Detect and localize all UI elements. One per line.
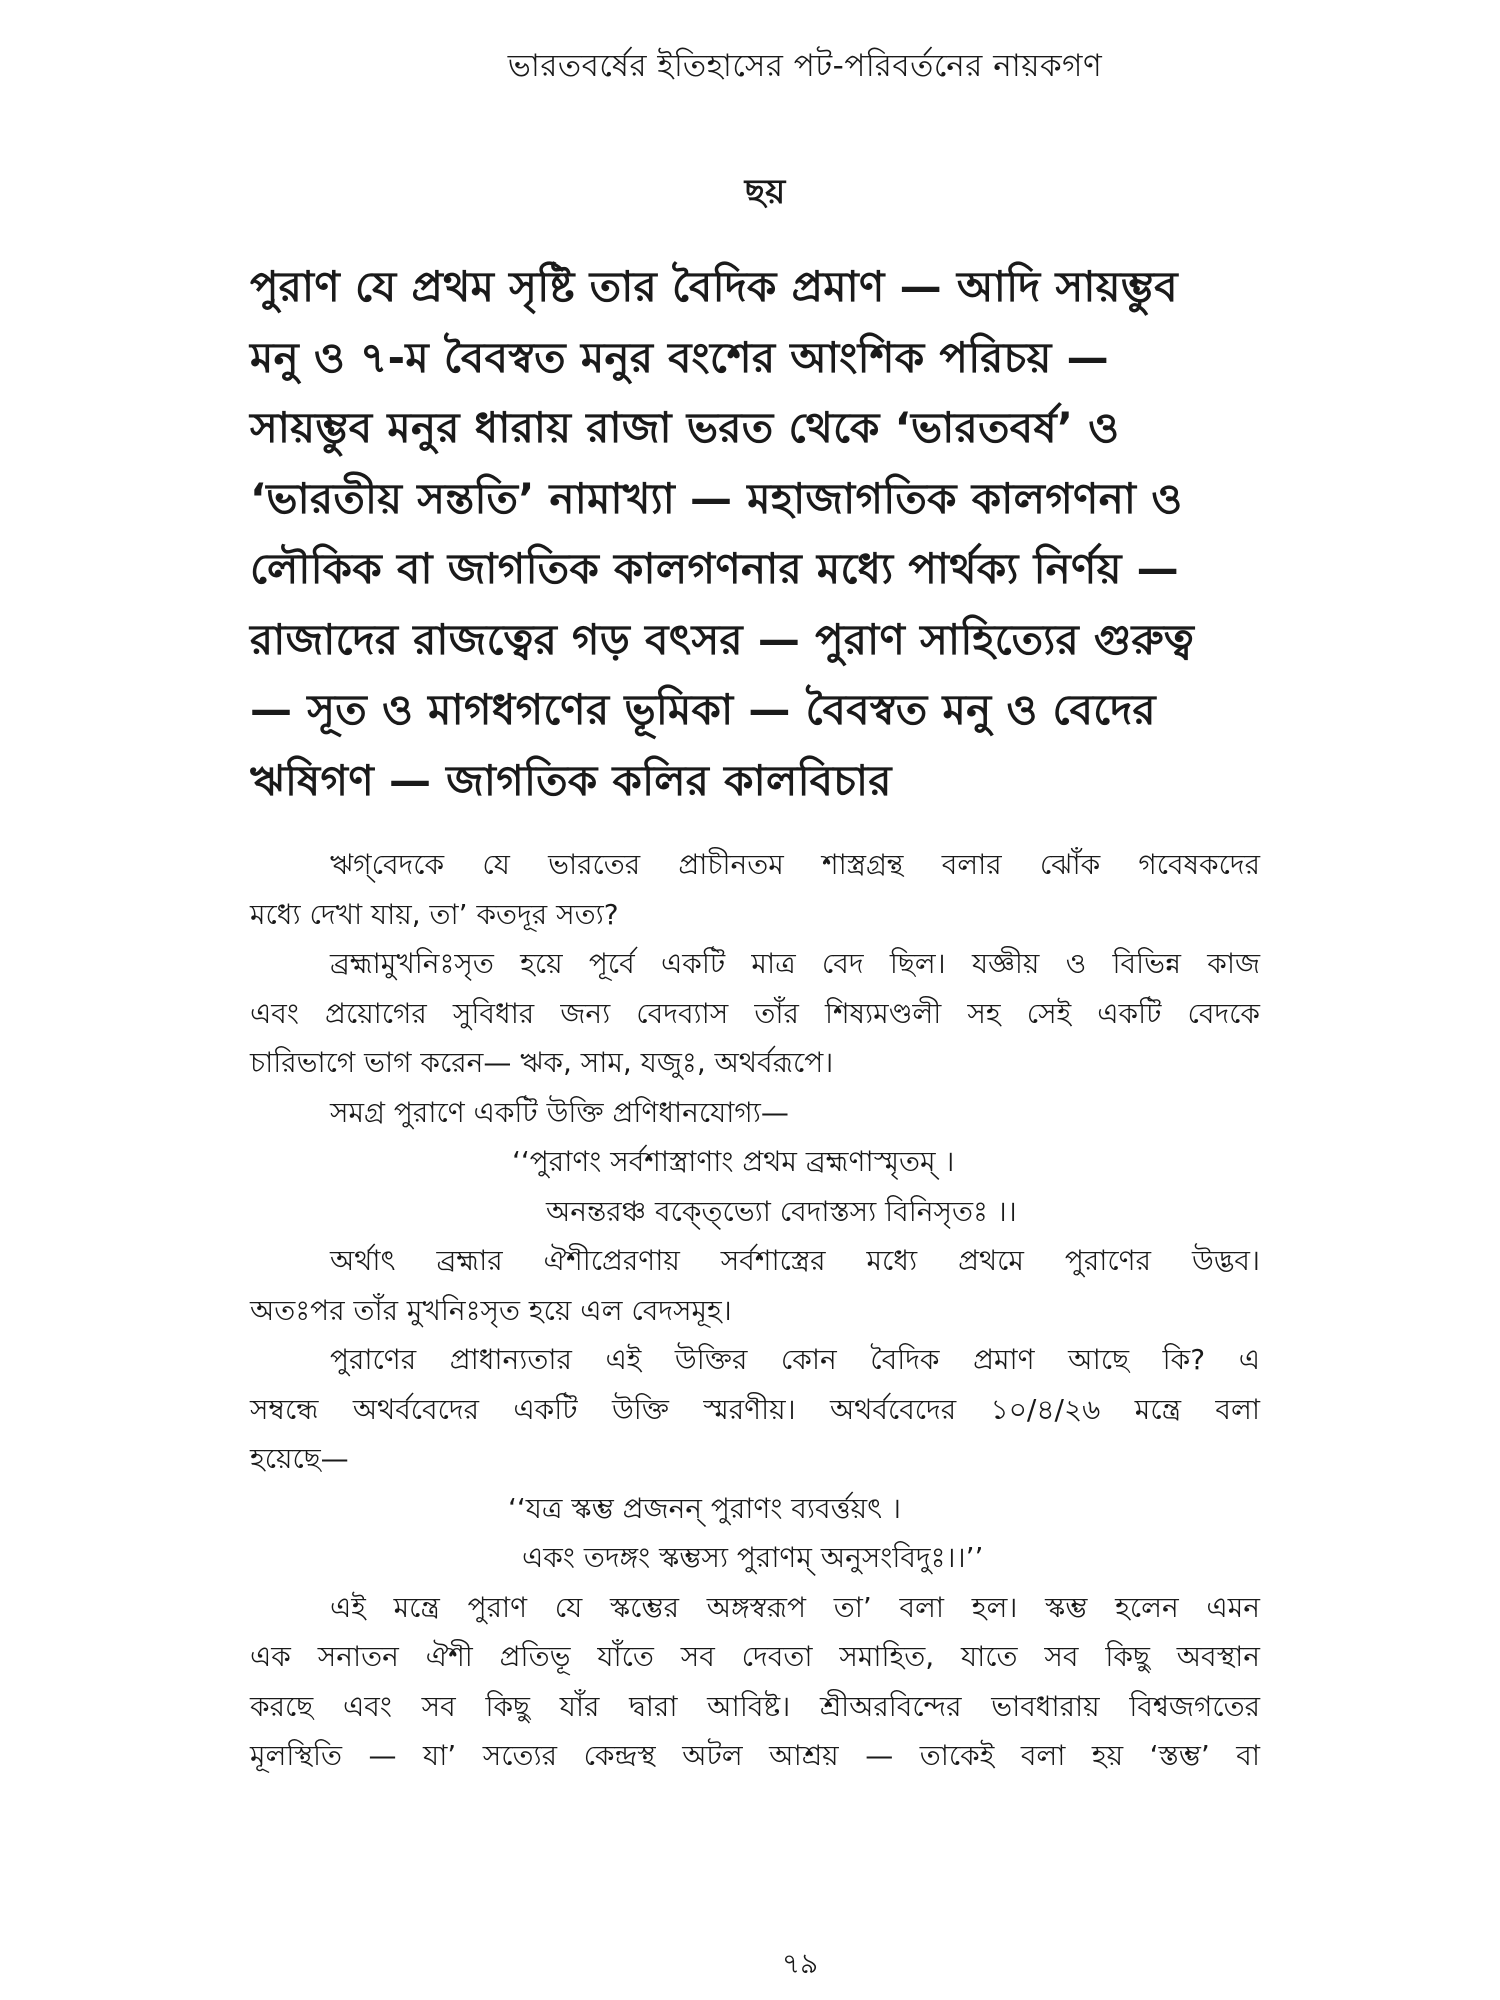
text-line: মূলস্থিতি — যা’ সত্যের কেন্দ্রস্থ অটল আশ্রয় — তাকেই বলা হয় ‘স্তম্ভ’ বা <box>250 1739 1260 1772</box>
verse-line: ‘‘পুরাণং সর্বশাস্ত্রাণাং প্রথম ব্রহ্মণাস্মৃতম্ । <box>512 1145 955 1178</box>
synopsis-line: ‘ভারতীয় সন্ততি’ নামাখ্যা — মহাজাগতিক কালগণনা ও <box>250 473 1183 523</box>
paragraph <box>250 840 1260 939</box>
text-line: হয়েছে— <box>250 1442 349 1475</box>
paragraph <box>250 1335 1260 1484</box>
verse-block <box>250 1484 1260 1583</box>
running-header: ভারতবর্ষের ইতিহাসের পট-পরিবর্তনের নায়কগণ <box>507 48 1103 84</box>
text-line: সম্বন্ধে অথর্ববেদের একটি উক্তি স্মরণীয়। অথর্ববেদের ১০/৪/২৬ মন্ত্রে বলা <box>250 1392 1260 1426</box>
text-line: অতঃপর তাঁর মুখনিঃসৃত হয়ে এল বেদসমূহ। <box>250 1293 732 1327</box>
verse-line: একং তদঙ্গং স্কম্ভস্য পুরাণম্ অনুসংবিদুঃ।।’’ <box>522 1541 984 1574</box>
text-line: এবং প্রয়োগের সুবিধার জন্য বেদব্যাস তাঁর শিষ্যমণ্ডলী সহ সেই একটি বেদকে <box>250 996 1260 1030</box>
verse-line: অনন্তরঞ্চ বক্তে্ভ্যো বেদাস্তস্য বিনিসৃতঃ ।। <box>546 1194 1017 1228</box>
text-line: অর্থাৎ ব্রহ্মার ঐশীপ্রেরণায় সর্বশাস্ত্রের মধ্যে প্রথমে পুরাণের উদ্ভব। <box>330 1244 1260 1277</box>
text-line: চারিভাগে ভাগ করেন— ঋক, সাম, যজুঃ, অথর্বরূপে। <box>250 1046 834 1079</box>
paragraph <box>250 1088 1260 1138</box>
text-line: ঋগ্‌বেদকে যে ভারতের প্রাচীনতম শাস্ত্রগ্রন্থ বলার ঝোঁক গবেষকদের <box>330 848 1260 881</box>
body-text <box>250 840 1260 1781</box>
synopsis-line: লৌকিক বা জাগতিক কালগণনার মধ্যে পার্থক্য নির্ণয় — <box>250 544 1179 593</box>
chapter-number: ছয় <box>744 172 786 212</box>
synopsis-line: রাজাদের রাজত্বের গড় বৎসর — পুরাণ সাহিত্যের গুরুত্ব <box>250 614 1195 664</box>
text-line: মধ্যে দেখা যায়, তা’ কতদূর সত্য? <box>250 897 619 931</box>
synopsis-line: ঋষিগণ — জাগতিক কলির কালবিচার <box>250 755 892 805</box>
text-line: পুরাণের প্রাধান্যতার এই উক্তির কোন বৈদিক প্রমাণ আছে কি? এ <box>330 1343 1260 1376</box>
text-line: সমগ্র পুরাণে একটি উক্তি প্রণিধানযোগ্য— <box>330 1095 789 1129</box>
chapter-synopsis <box>250 252 1260 816</box>
synopsis-line: পুরাণ যে প্রথম সৃষ্টি তার বৈদিক প্রমাণ — আদি সায়ম্ভুব <box>250 262 1178 311</box>
text-line: করছে এবং সব কিছু যাঁর দ্বারা আবিষ্ট। শ্রীঅরবিন্দের ভাবধারায় বিশ্বজগতের <box>250 1689 1260 1723</box>
page-number: ৭৯ <box>781 1947 819 1980</box>
text-line: এক সনাতন ঐশী প্রতিভূ যাঁতে সব দেবতা সমাহিত, যাতে সব কিছু অবস্থান <box>250 1640 1260 1673</box>
paragraph <box>250 939 1260 1088</box>
text-line: ব্রহ্মামুখনিঃসৃত হয়ে পূর্বে একটি মাত্র বেদ ছিল। যজ্ঞীয় ও বিভিন্ন কাজ <box>330 947 1260 980</box>
verse-block <box>250 1137 1260 1236</box>
verse-line: ‘‘যত্র স্কম্ভ প্রজনন্ পুরাণং ব্যবর্ত্তয়ৎ । <box>508 1491 901 1525</box>
synopsis-line: — সূত ও মাগধগণের ভূমিকা — বৈবস্বত মনু ও বেদের <box>250 685 1156 734</box>
synopsis-line: মনু ও ৭-ম বৈবস্বত মনুর বংশের আংশিক পরিচয় — <box>250 332 1109 382</box>
synopsis-line: সায়ম্ভুব মনুর ধারায় রাজা ভরত থেকে ‘ভারতবর্ষ’ ও <box>250 403 1120 452</box>
paragraph <box>250 1236 1260 1335</box>
paragraph <box>250 1583 1260 1781</box>
text-line: এই মন্ত্রে পুরাণ যে স্কম্ভের অঙ্গস্বরূপ তা’ বলা হল। স্কম্ভ হলেন এমন <box>330 1590 1260 1624</box>
